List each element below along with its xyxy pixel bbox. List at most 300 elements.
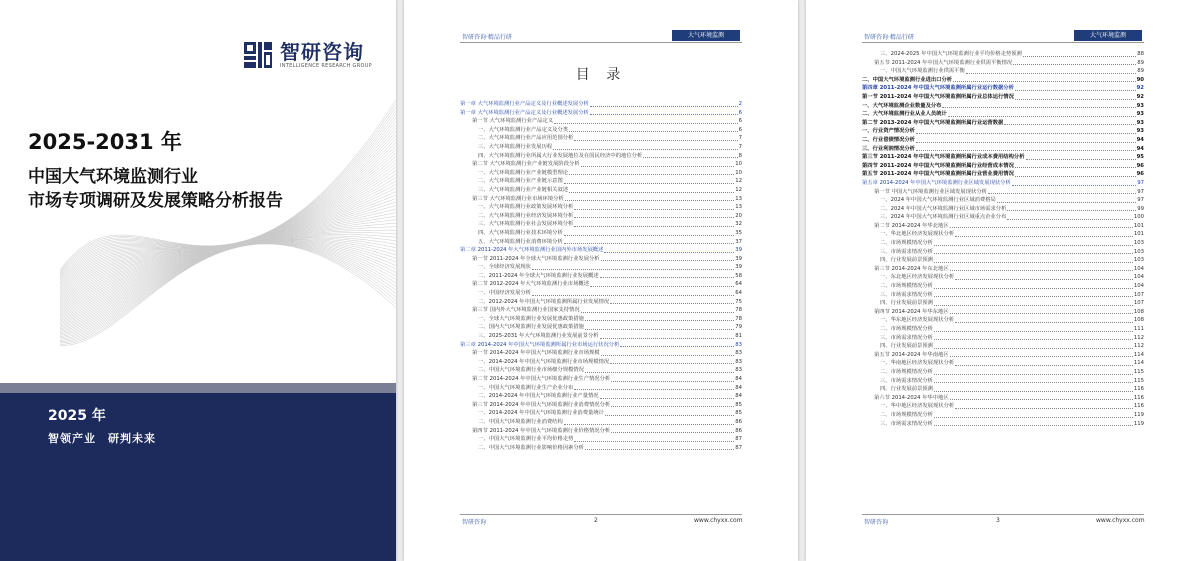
toc-entry-title: 第一章 大气环境监测行业产品定义及行业概述发展分析	[460, 101, 589, 107]
toc-entry-title: 第二节 大气环境监测行业产业链发展阶段分析	[472, 161, 580, 168]
toc-entry[interactable]	[460, 229, 742, 238]
toc-entry[interactable]	[460, 126, 742, 135]
toc-page-3	[806, 0, 1200, 561]
toc-entry-title: 一、大气环境监测行业产业链模型理论	[478, 169, 569, 176]
toc-entry[interactable]	[862, 170, 1144, 179]
header-topic-tag: 大气环境监测	[1074, 30, 1142, 41]
toc-entry[interactable]	[460, 358, 742, 367]
toc-entry[interactable]	[460, 401, 742, 410]
footer-brand: 智研咨询	[864, 519, 889, 526]
toc-entry[interactable]	[862, 110, 1144, 119]
toc-entry-title: 二、中国大气环境监测行业影响价格因素分析	[478, 444, 584, 451]
toc-entry-title: 第二节 2012-2024 年大气环境监测行业市场概述	[472, 281, 589, 288]
toc-entry-title: 一、全球大气环境监测行业发展优惠政策措施	[478, 315, 584, 322]
toc-entry-title: 二、2012-2024 年中国大气环境监测所属行业发展情况	[478, 298, 610, 305]
toc-entry-page: 108	[1133, 317, 1144, 324]
toc-entry[interactable]	[460, 143, 742, 152]
toc-entry-title: 三、市场需求情况分析	[880, 291, 933, 298]
toc-entry-title: 第二节 2014-2024 年中国大气环境监测行业生产情况分析	[472, 376, 611, 382]
toc-entry[interactable]	[862, 102, 1144, 111]
toc-entry-title: 四、大气环境监测行业技术环境分析	[478, 229, 563, 236]
toc-entry-page: 85	[735, 410, 742, 417]
toc-entry-page: 75	[735, 298, 742, 305]
toc-leader-dots	[942, 107, 1135, 108]
toc-leader-dots	[532, 295, 734, 296]
toc-entry-page: 99	[1137, 205, 1144, 212]
toc-entry-title: 二、2011-2024 年全球大气环境监测行业发展概述	[478, 272, 599, 279]
wave-line	[60, 202, 396, 307]
toc-leader-dots	[934, 425, 1133, 426]
toc-leader-dots	[934, 391, 1133, 392]
toc-entry-title: 一、华北地区经济发展现状分析	[880, 231, 955, 238]
toc-entry-page: 94	[1136, 145, 1144, 152]
toc-entry-page: 39	[735, 264, 742, 271]
toc-entry-title: 第二章 2011-2024 年大气环境监测行业国内外市场发展概述	[460, 247, 604, 254]
toc-entry-title: 第一节 大气环境监测行业产品定义	[472, 118, 554, 125]
toc-entry-title: 二、大气环境监测行业从业人员统计	[862, 111, 947, 118]
toc-entry-title: 三、市场需求情况分析	[880, 377, 933, 384]
toc-entry-title: 二、市场规模情况分析	[880, 283, 933, 290]
toc-entry-page: 2	[738, 101, 742, 107]
toc-entry-page: 96	[1136, 171, 1144, 178]
toc-leader-dots	[581, 166, 735, 167]
toc-entry[interactable]	[460, 203, 742, 212]
toc-entry-title: 第一章 大气环境监测行业产品定义及行业概述发展分析	[460, 109, 589, 116]
toc-entry[interactable]	[460, 272, 742, 281]
toc-leader-dots	[988, 193, 1136, 194]
toc-entry-page: 81	[735, 333, 742, 340]
toc-leader-dots	[600, 338, 735, 339]
toc-leader-dots	[585, 329, 734, 330]
toc-entry-title: 三、大气环境监测行业产业链相关叙述	[478, 186, 569, 193]
toc-entry-title: 第五章 2014-2024 年中国大气环境监测行业区域发展现状分析	[862, 179, 1011, 186]
toc-entry-page: 116	[1133, 386, 1144, 393]
toc-entry-title: 第五节 2011-2024 年中国大气环境监测所属行业营业费用情况	[862, 171, 1014, 178]
toc-leader-dots	[934, 331, 1133, 332]
toc-leader-dots	[611, 432, 734, 433]
toc-leader-dots	[955, 236, 1133, 237]
toc-entry[interactable]	[862, 411, 1144, 420]
toc-leader-dots	[565, 200, 735, 201]
toc-entry-page: 89	[1137, 59, 1144, 66]
toc-entry-page: 112	[1133, 334, 1144, 341]
toc-entry[interactable]	[460, 306, 742, 315]
toc-entry[interactable]	[862, 162, 1144, 171]
toc-entry[interactable]	[862, 248, 1144, 257]
toc-entry-title: 一、中国大气环境监测行业生产企业分布	[478, 384, 574, 391]
toc-leader-dots	[564, 235, 734, 236]
toc-leader-dots	[564, 243, 734, 244]
toc-leader-dots	[605, 415, 734, 416]
toc-leader-dots	[934, 305, 1133, 306]
toc-leader-dots	[574, 226, 734, 227]
toc-entry[interactable]	[460, 117, 742, 126]
toc-entry-title: 二、大气环境监测行业经济发展环境分析	[478, 212, 574, 219]
toc-entry[interactable]	[862, 385, 1144, 394]
toc-leader-dots	[1015, 90, 1136, 91]
toc-entry-page: 94	[1136, 136, 1144, 143]
footer-divider	[862, 514, 1144, 515]
toc-leader-dots	[934, 339, 1133, 340]
toc-entry-title: 第一节 中国大气环境监测行业区域发展现状分析	[874, 188, 987, 195]
toc-entry[interactable]	[862, 205, 1144, 214]
toc-entry-title: 三、2025-2031 年大气环境监测行业发展前景分析	[478, 333, 599, 340]
toc-entry[interactable]	[862, 179, 1144, 188]
toc-entry[interactable]	[862, 59, 1144, 68]
toc-entry[interactable]	[862, 188, 1144, 197]
toc-entry[interactable]	[460, 418, 742, 427]
toc-entry-page: 111	[1133, 326, 1144, 332]
toc-entry[interactable]	[862, 50, 1144, 59]
logo-mark-icon	[242, 40, 274, 70]
wave-line	[60, 239, 396, 326]
toc-entry-page: 101	[1133, 222, 1144, 229]
toc-entry[interactable]	[460, 212, 742, 221]
toc-leader-dots	[934, 417, 1133, 418]
toc-entry-page: 116	[1133, 403, 1144, 410]
toc-entry-page: 92	[1136, 85, 1144, 92]
toc-entry-title: 第四节 2014-2024 年华东地区	[874, 308, 949, 315]
toc-entry-page: 90	[1136, 76, 1144, 83]
toc-entry[interactable]	[460, 409, 742, 418]
toc-entry[interactable]	[862, 153, 1144, 162]
toc-leader-dots	[574, 389, 734, 390]
toc-entry[interactable]	[862, 359, 1144, 368]
toc-entry-title: 第五节 2014-2024 年华南地区	[874, 351, 949, 358]
footer-url[interactable]: www.chyxx.com	[694, 517, 743, 524]
toc-entry[interactable]	[460, 195, 742, 204]
toc-entry[interactable]	[460, 109, 742, 118]
toc-entry[interactable]	[460, 315, 742, 324]
toc-entry-title: 一、东北地区经济发展现状分析	[880, 274, 955, 281]
toc-entry[interactable]	[460, 427, 742, 436]
toc-entry-title: 第二节 2013-2024 年中国大气环境监测所属行业运营数据	[862, 119, 1004, 126]
toc-entry-page: 119	[1133, 411, 1144, 418]
toc-entry-page: 6	[738, 118, 742, 125]
toc-entry-title: 一、华南地区经济发展现状分析	[880, 360, 955, 367]
toc-entry-page: 64	[735, 281, 742, 288]
toc-entry[interactable]	[862, 273, 1144, 282]
toc-entry[interactable]	[862, 377, 1144, 386]
toc-entry[interactable]	[862, 119, 1144, 128]
toc-entry[interactable]	[460, 152, 742, 161]
toc-entry-title: 一、中国经济发展分析	[478, 290, 531, 297]
toc-entry-page: 92	[1136, 93, 1144, 100]
toc-entry-title: 四、行业发展前景预测	[880, 343, 933, 350]
toc-entry[interactable]	[460, 384, 742, 393]
toc-entry-page: 12	[735, 186, 742, 193]
toc-entry[interactable]	[862, 230, 1144, 239]
toc-entry-page: 103	[1133, 257, 1144, 264]
toc-entry-title: 第三节 2011-2024 年中国大气环境监测所属行业成本费用结构分析	[862, 154, 1025, 161]
toc-entry[interactable]	[862, 222, 1144, 231]
toc-entry-title: 一、全球经济发展现状	[478, 264, 531, 271]
toc-entry-page: 83	[735, 350, 742, 357]
toc-entry-page: 86	[735, 418, 742, 425]
toc-entry[interactable]	[460, 177, 742, 186]
toc-leader-dots	[950, 313, 1133, 314]
toc-leader-dots	[950, 270, 1133, 271]
toc-entry[interactable]	[862, 265, 1144, 274]
toc-entry[interactable]	[460, 160, 742, 169]
toc-entry-page: 87	[735, 444, 742, 451]
toc-leader-dots	[934, 253, 1133, 254]
toc-entry[interactable]	[460, 444, 742, 453]
toc-entry[interactable]	[862, 136, 1144, 145]
toc-leader-dots	[600, 398, 735, 399]
toc-leader-dots	[934, 245, 1133, 246]
toc-entry-page: 58	[735, 272, 742, 279]
toc-entry[interactable]	[862, 316, 1144, 325]
toc-entry-page: 8	[738, 152, 742, 159]
toc-leader-dots	[581, 312, 735, 313]
toc-entry-page: 86	[735, 427, 742, 434]
toc-entry[interactable]	[460, 263, 742, 272]
toc-leader-dots	[950, 227, 1133, 228]
toc-entry-title: 二、市场规模情况分析	[880, 368, 933, 375]
toc-entry-page: 78	[735, 307, 742, 314]
toc-leader-dots	[600, 277, 735, 278]
toc-entry-page: 96	[1136, 162, 1144, 169]
toc-entry-page: 13	[735, 204, 742, 211]
toc-leader-dots	[953, 81, 1136, 82]
toc-entry[interactable]	[862, 213, 1144, 222]
toc-entry-page: 84	[735, 393, 742, 400]
toc-entry[interactable]	[460, 186, 742, 195]
toc-entry-page: 93	[1136, 119, 1144, 126]
toc-leader-dots	[955, 408, 1133, 409]
toc-leader-dots	[997, 202, 1136, 203]
toc-entry-page: 10	[735, 169, 742, 176]
toc-entry-page: 78	[735, 315, 742, 322]
toc-entry[interactable]	[862, 420, 1144, 429]
toc-entry[interactable]	[460, 349, 742, 358]
toc-entry-page: 115	[1133, 377, 1144, 384]
toc-leader-dots	[574, 140, 737, 141]
toc-entry[interactable]	[862, 308, 1144, 317]
toc-entry-page: 84	[735, 376, 742, 382]
footer-url[interactable]: www.chyxx.com	[1096, 517, 1145, 524]
toc-leader-dots	[934, 348, 1133, 349]
toc-leader-dots	[934, 382, 1133, 383]
toc-entry-title: 三、大气环境监测行业发展历程	[478, 143, 553, 150]
toc-entry-page: 83	[735, 341, 742, 348]
toc-entry[interactable]	[460, 169, 742, 178]
toc-entry-title: 三、市场需求情况分析	[880, 420, 933, 427]
toc-entry-page: 10	[735, 161, 742, 168]
toc-entry[interactable]	[460, 323, 742, 332]
toc-entry[interactable]	[460, 220, 742, 229]
toc-entry[interactable]	[862, 368, 1144, 377]
header-divider	[862, 42, 1144, 43]
toc-entry[interactable]	[862, 299, 1144, 308]
toc-entry-page: 64	[735, 290, 742, 297]
toc-leader-dots	[934, 262, 1133, 263]
toc-entry[interactable]	[460, 246, 742, 255]
toc-entry[interactable]	[460, 392, 742, 401]
toc-leader-dots	[1015, 176, 1136, 177]
toc-entry[interactable]	[862, 325, 1144, 334]
toc-leader-dots	[601, 260, 735, 261]
toc-entry-title: 三、行业利润情况分析	[862, 145, 915, 152]
toc-entry-page: 93	[1136, 128, 1144, 135]
toc-entry-title: 一、中国大气环境监测行业供需平衡	[880, 68, 965, 75]
footer-brand: 智研咨询	[462, 519, 487, 526]
toc-entry[interactable]	[460, 435, 742, 444]
toc-entry[interactable]	[460, 375, 742, 384]
report-cover-page	[0, 0, 396, 561]
toc-entry-title: 二、中国大气环境监测行业进出口分析	[862, 76, 953, 83]
toc-entry-title: 一、2014-2024 年中国大气环境监测行业消费量统计	[478, 410, 604, 417]
toc-leader-dots	[590, 114, 738, 115]
toc-entry[interactable]	[862, 256, 1144, 265]
toc-entry-title: 一、行业资产情况分析	[862, 128, 915, 135]
toc-entry-title: 第二节 2014-2024 年华北地区	[874, 222, 949, 229]
toc-leader-dots	[1007, 219, 1132, 220]
toc-leader-dots	[966, 73, 1136, 74]
toc-entry-title: 三、大气环境监测行业社会发展环境分析	[478, 221, 574, 228]
toc-entry-title: 二、2014-2024 年中国大气环境监测行业产量情况	[478, 393, 599, 400]
footer-divider	[460, 514, 742, 515]
toc-entry-page: 97	[1137, 197, 1144, 204]
toc-entry-title: 一、大气环境监测行业政策发展环境分析	[478, 204, 574, 211]
toc-entry[interactable]	[862, 93, 1144, 102]
toc-entry-page: 95	[1136, 154, 1144, 161]
toc-leader-dots	[934, 288, 1133, 289]
toc-entry[interactable]	[862, 239, 1144, 248]
toc-leader-dots	[948, 116, 1136, 117]
toc-entry[interactable]	[862, 394, 1144, 403]
page-number: 3	[996, 517, 1000, 524]
toc-entry[interactable]	[862, 342, 1144, 351]
toc-entry[interactable]	[862, 76, 1144, 85]
toc-entry[interactable]	[460, 255, 742, 264]
toc-leader-dots	[1015, 99, 1136, 100]
toc-leader-dots	[590, 286, 734, 287]
toc-leader-dots	[950, 356, 1133, 357]
toc-list	[460, 100, 742, 452]
toc-entry[interactable]	[862, 351, 1144, 360]
toc-entry-page: 85	[735, 401, 742, 408]
header-brand: 智研咨询·精品行研	[462, 34, 512, 41]
toc-entry-page: 39	[735, 255, 742, 262]
toc-entry-title: 第一节 2011-2024 年全球大气环境监测行业发展分析	[472, 255, 600, 262]
toc-entry[interactable]	[862, 402, 1144, 411]
toc-entry[interactable]	[460, 238, 742, 247]
toc-leader-dots	[916, 150, 1136, 151]
toc-entry[interactable]	[862, 334, 1144, 343]
toc-leader-dots	[601, 355, 735, 356]
toc-leader-dots	[1023, 56, 1136, 57]
wave-line	[60, 220, 396, 314]
toc-entry-page: 83	[735, 367, 742, 374]
toc-entry-title: 三、2024 年中国大气环境监测行业区域重点企业分布	[880, 214, 1007, 221]
cover-slogan: 智领产业 研判未来	[48, 432, 156, 445]
toc-entry-page: 103	[1133, 248, 1144, 255]
toc-entry[interactable]	[460, 289, 742, 298]
cover-accent-band	[0, 383, 396, 393]
toc-entry-title: 三、2024-2025 年中国大气环境监测行业平均价格走势预测	[880, 51, 1022, 57]
toc-entry-title: 一、大气环境监测企业数量及分布	[862, 102, 942, 109]
toc-leader-dots	[1026, 159, 1136, 160]
toc-entry-page: 115	[1133, 368, 1144, 375]
toc-leader-dots	[574, 209, 734, 210]
toc-entry-title: 第四章 2011-2024 年中国大气环境监测所属行业运行数据分析	[862, 85, 1014, 92]
toc-entry-page: 107	[1133, 291, 1144, 298]
toc-entry-title: 二、市场规模情况分析	[880, 240, 933, 247]
toc-entry-title: 第一节 2014-2024 年中国大气环境监测行业市场规模	[472, 350, 600, 357]
toc-entry-page: 20	[735, 212, 742, 219]
toc-entry-title: 一、大气环境监测行业产品定义及分类	[478, 126, 569, 133]
toc-leader-dots	[574, 441, 734, 442]
toc-entry[interactable]	[862, 84, 1144, 93]
toc-leader-dots	[1012, 185, 1136, 186]
toc-entry[interactable]	[460, 134, 742, 143]
toc-leader-dots	[585, 449, 734, 450]
toc-entry-page: 104	[1133, 274, 1144, 281]
toc-entry-page: 39	[735, 247, 742, 254]
toc-entry-page: 112	[1133, 343, 1144, 350]
toc-entry-title: 一、2014-2024 年中国大气环境监测行业市场规模情况	[478, 358, 610, 365]
toc-leader-dots	[1015, 167, 1136, 168]
toc-entry-title: 三、市场需求情况分析	[880, 248, 933, 255]
toc-entry[interactable]	[862, 291, 1144, 300]
logo-english-text: INTELLIGENCE RESEARCH GROUP	[280, 63, 372, 69]
toc-entry[interactable]	[862, 67, 1144, 76]
toc-entry-page: 37	[735, 238, 742, 245]
toc-entry-title: 二、中国大气环境监测行业消费结构	[478, 418, 563, 425]
toc-entry-title: 一、中国大气环境监测行业平均价格走势	[478, 436, 574, 443]
toc-leader-dots	[1007, 210, 1136, 211]
toc-entry-title: 第四节 2011-2024 年中国大气环境监测所属行业经营成本情况	[862, 162, 1014, 169]
toc-entry[interactable]	[862, 145, 1144, 154]
toc-leader-dots	[1013, 64, 1136, 65]
toc-leader-dots	[604, 252, 734, 253]
toc-leader-dots	[610, 303, 734, 304]
toc-entry-page: 104	[1133, 283, 1144, 290]
toc-entry[interactable]	[460, 341, 742, 350]
toc-entry-title: 二、2024 年中国大气环境监测行业区域市场需求分析	[880, 205, 1007, 212]
toc-entry-title: 第六节 2014-2024 年华中地区	[874, 394, 949, 401]
toc-entry-title: 一、华东地区经济发展现状分析	[880, 317, 955, 324]
toc-entry[interactable]	[460, 332, 742, 341]
toc-entry-page: 6	[738, 109, 742, 116]
toc-entry[interactable]	[460, 280, 742, 289]
toc-entry[interactable]	[460, 100, 742, 109]
toc-leader-dots	[955, 322, 1133, 323]
toc-entry[interactable]	[862, 127, 1144, 136]
toc-entry-title: 二、市场规模情况分析	[880, 326, 933, 332]
toc-entry[interactable]	[460, 366, 742, 375]
toc-leader-dots	[955, 279, 1133, 280]
toc-leader-dots	[574, 217, 734, 218]
toc-entry-title: 二、国内大气环境监测行业发展优惠政策措施	[478, 324, 584, 331]
toc-entry-title: 二、大气环境监测行业产业链示意图	[478, 178, 563, 185]
toc-leader-dots	[610, 363, 734, 364]
toc-entry-page: 84	[735, 384, 742, 391]
toc-entry[interactable]	[460, 298, 742, 307]
toc-entry[interactable]	[862, 282, 1144, 291]
toc-leader-dots	[569, 131, 738, 132]
toc-leader-dots	[916, 133, 1136, 134]
toc-leader-dots	[585, 372, 734, 373]
toc-entry-title: 二、行业偿债情况分析	[862, 136, 915, 143]
toc-entry-title: 第一节 2011-2024 年中国大气环境监测所属行业总体运行情况	[862, 93, 1014, 100]
wave-lines-graphic	[60, 40, 396, 400]
toc-entry-page: 6	[738, 126, 742, 133]
toc-entry[interactable]	[862, 196, 1144, 205]
toc-entry-page: 104	[1133, 265, 1144, 272]
